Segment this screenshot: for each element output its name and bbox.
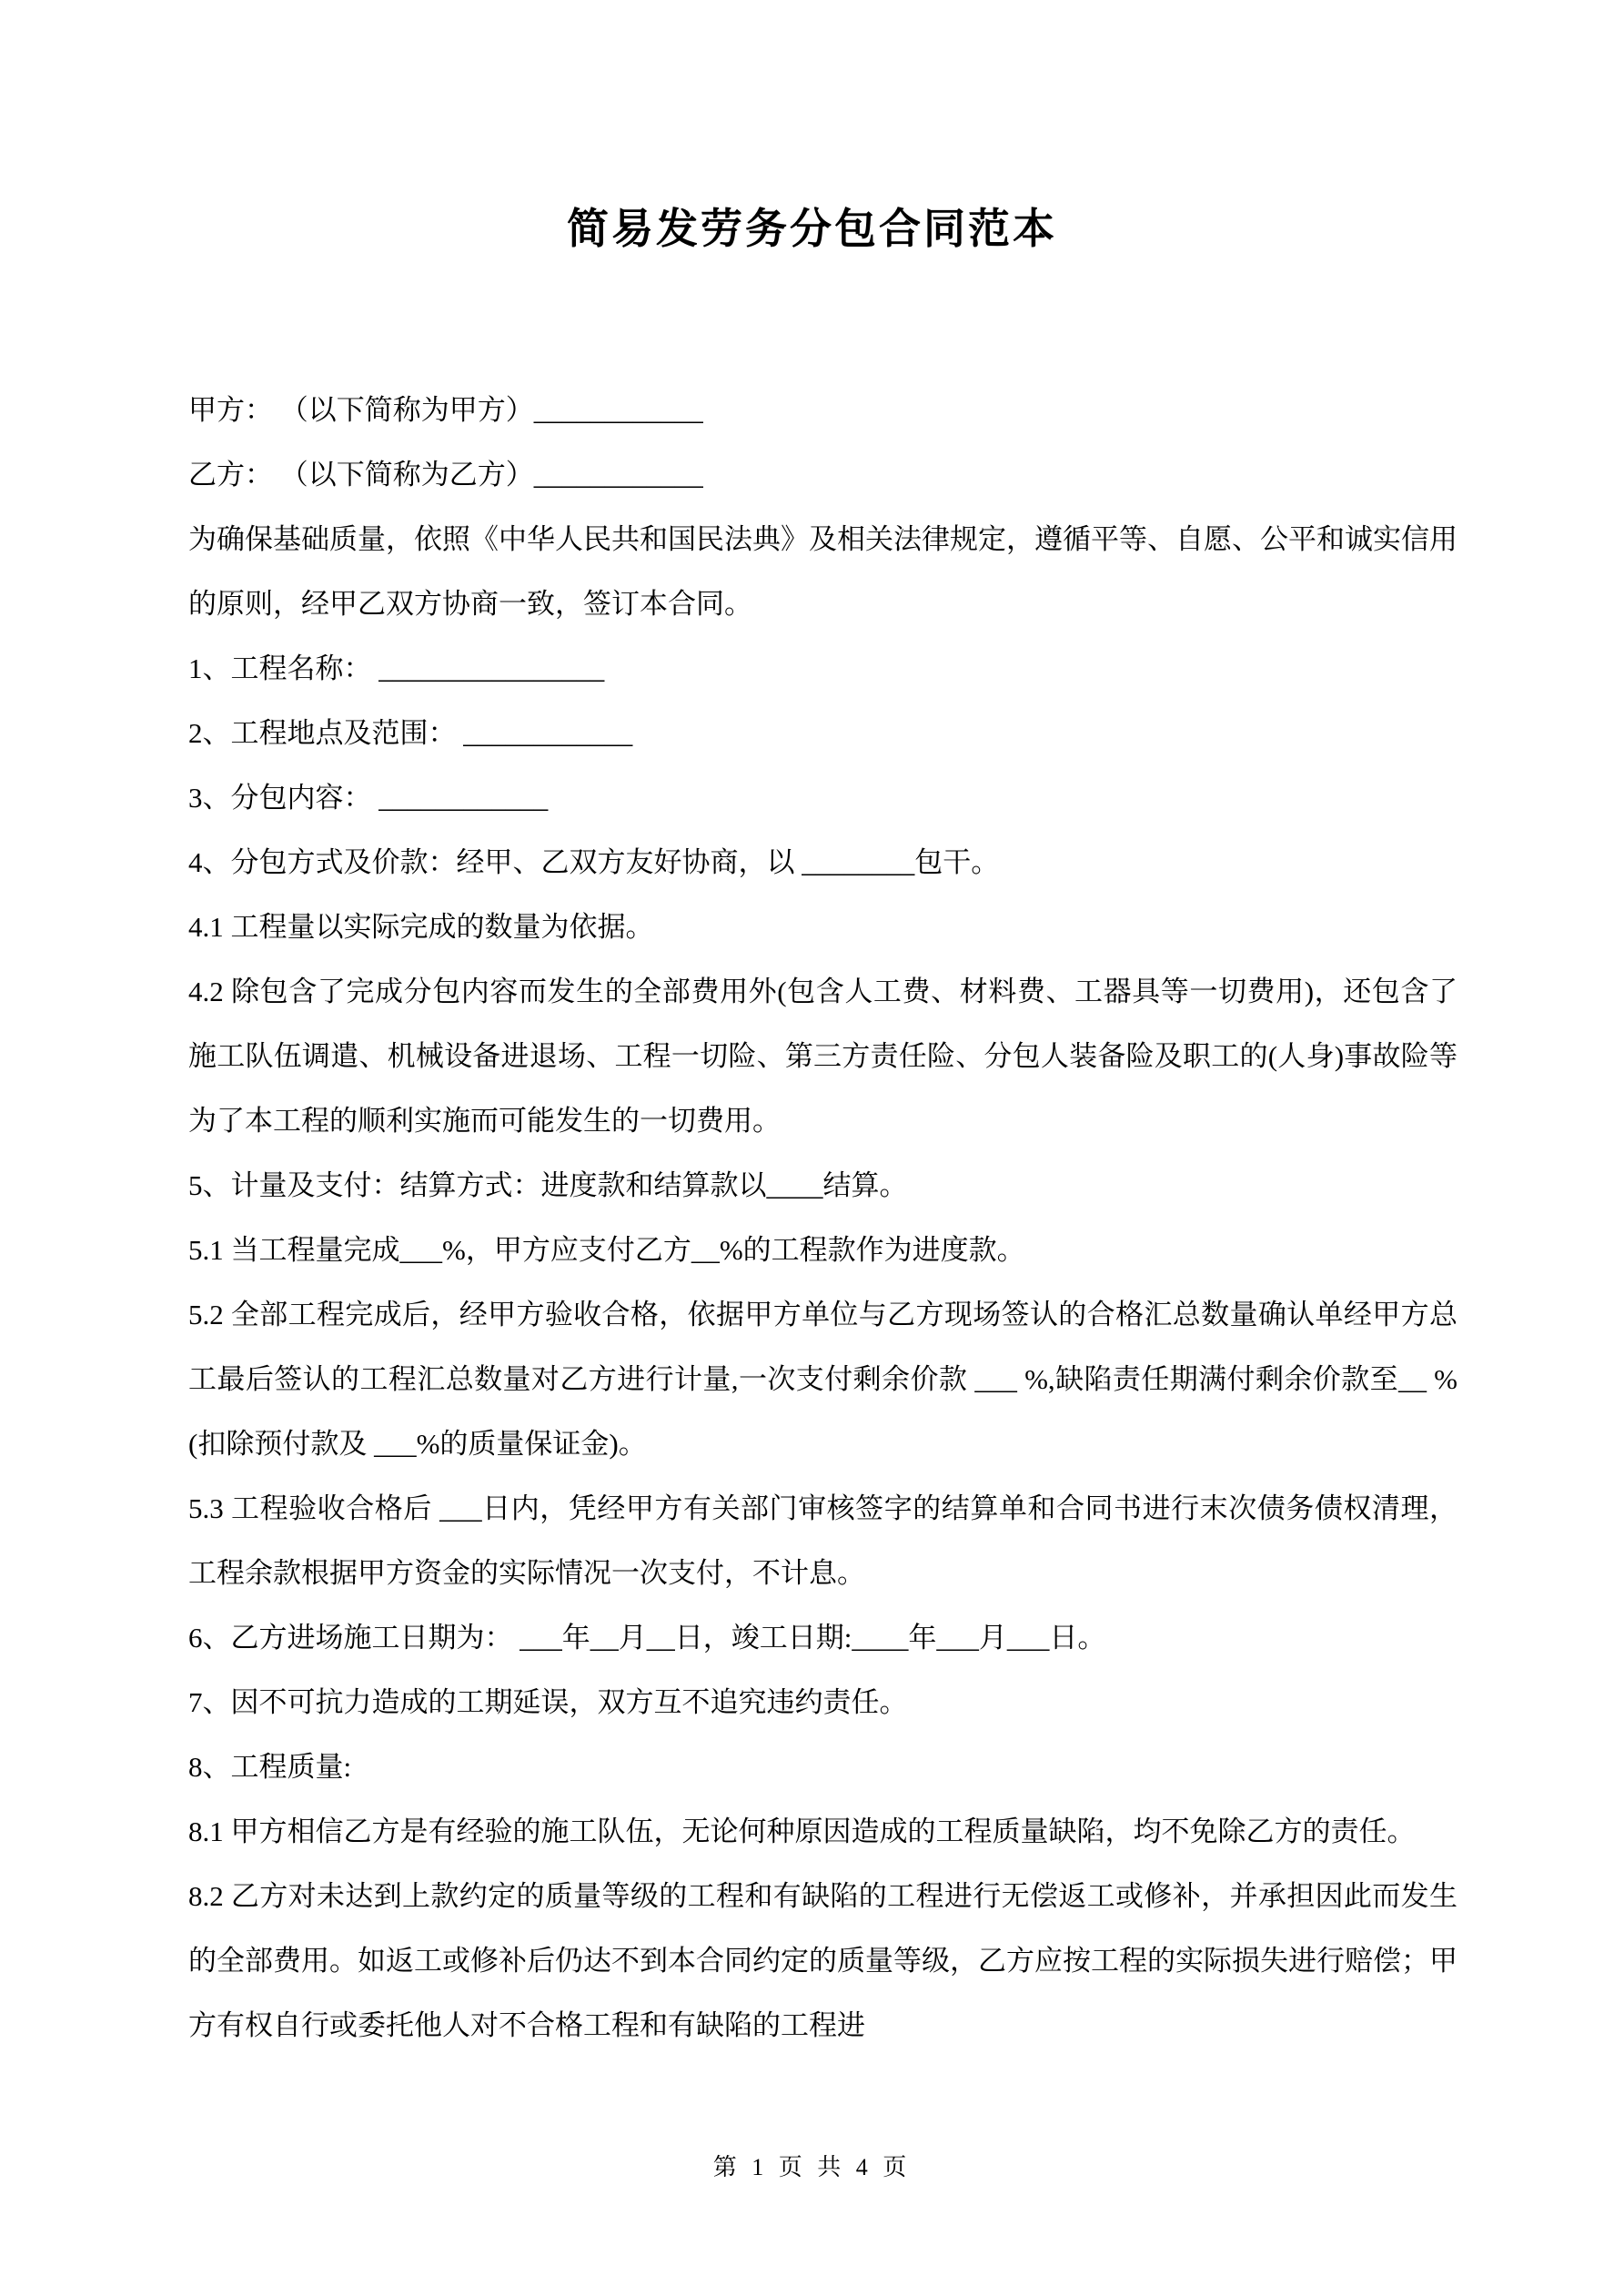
clause-3-subcontract-content: 3、分包内容： ____________	[188, 782, 549, 814]
page-number: 第 1 页 共 4 页	[712, 2154, 912, 2180]
document-body	[188, 378, 1458, 2058]
clause-8-1: 8.1 甲方相信乙方是有经验的施工队伍，无论何种原因造成的工程质量缺陷，均不免除乙方的责任。	[188, 1816, 1416, 1847]
clause-6-dates: 6、乙方进场施工日期为： ___年__月__日，竣工日期:____年___月___日。	[188, 1622, 1106, 1654]
clause-8-quality: 8、工程质量:	[188, 1751, 352, 1783]
clause-8-2: 8.2 乙方对未达到上款约定的质量等级的工程和有缺陷的工程进行无偿返工或修补，并承担因此而发生的全部费用。如返工或修补后仍达不到本合同约定的质量等级，乙方应按工程的实际损失进行赔偿；甲方有权自行或委托他人对不合格工程和有缺陷的工程进	[188, 1880, 1458, 2041]
clause-5-2: 5.2 全部工程完成后，经甲方验收合格，依据甲方单位与乙方现场签认的合格汇总数量确认单经甲方总工最后签认的工程汇总数量对乙方进行计量,一次支付剩余价款 ___ %,缺陷责任期满付剩余价款至__ %(扣除预付款及 ___%的质量保证金)。	[188, 1299, 1458, 1460]
clause-4-2: 4.2 除包含了完成分包内容而发生的全部费用外(包含人工费、材料费、工器具等一切费用)，还包含了施工队伍调遣、机械设备进退场、工程一切险、第三方责任险、分包人装备险及职工的(人身)事故险等为了本工程的顺利实施而可能发生的一切费用。	[188, 976, 1458, 1137]
clause-2-location-scope: 2、工程地点及范围： ____________	[188, 717, 633, 749]
clause-4-pricing: 4、分包方式及价款：经甲、乙双方友好协商，以 ________包干。	[188, 846, 1000, 878]
preamble: 为确保基础质量，依照《中华人民共和国民法典》及相关法律规定，遵循平等、自愿、公平和诚实信用的原则，经甲乙双方协商一致，签订本合同。	[188, 523, 1458, 620]
party-b-line: 乙方： （以下简称为乙方）____________	[188, 459, 703, 491]
party-a-line: 甲方： （以下简称为甲方）____________	[188, 394, 703, 426]
clause-7-force-majeure: 7、因不可抗力造成的工期延误，双方互不追究违约责任。	[188, 1686, 908, 1718]
clause-5-payment: 5、计量及支付：结算方式：进度款和结算款以____结算。	[188, 1169, 908, 1201]
document-title: 简易发劳务分包合同范本	[567, 206, 1057, 252]
clause-5-3: 5.3 工程验收合格后 ___日内，凭经甲方有关部门审核签字的结算单和合同书进行末次债务债权清理，工程余款根据甲方资金的实际情况一次支付，不计息。	[188, 1492, 1458, 1589]
clause-5-1: 5.1 当工程量完成___%，甲方应支付乙方__%的工程款作为进度款。	[188, 1234, 1025, 1266]
clause-4-1: 4.1 工程量以实际完成的数量为依据。	[188, 911, 654, 943]
clause-1-project-name: 1、工程名称： ________________	[188, 652, 605, 684]
